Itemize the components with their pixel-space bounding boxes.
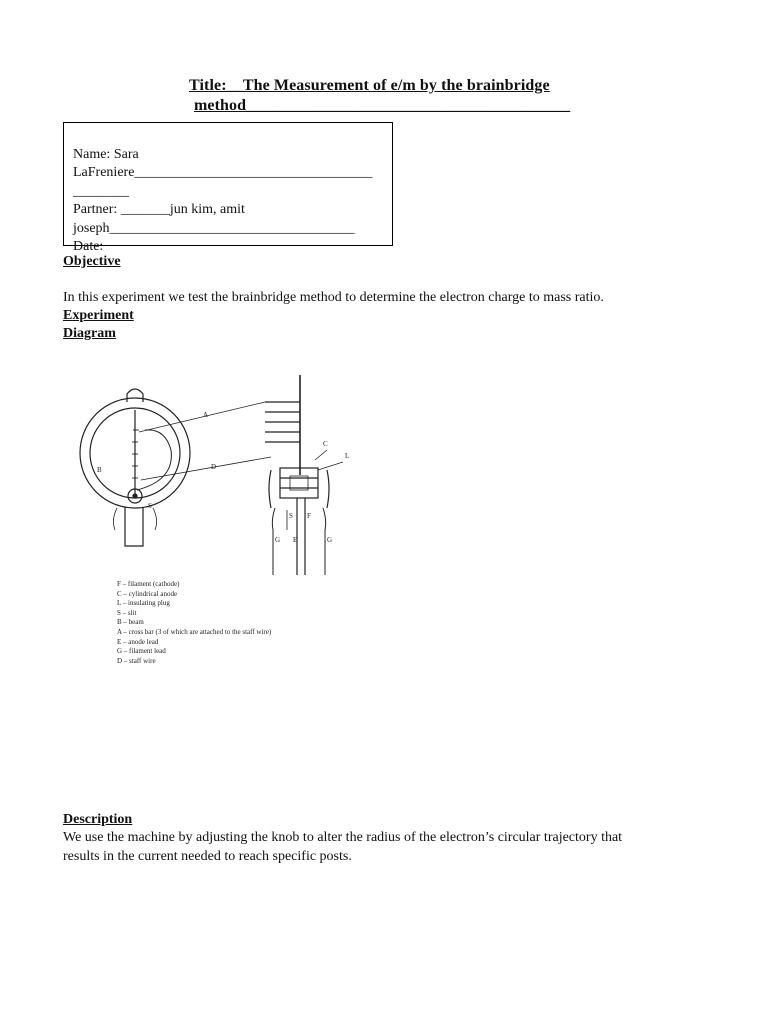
experiment-heading: Experiment	[63, 308, 134, 323]
date-line: Date:	[73, 239, 104, 254]
page-title-line-1: Title:__The Measurement of e/m by the brainbridge	[189, 77, 550, 94]
objective-heading: Objective	[63, 254, 121, 269]
legend-item: A – cross bar (3 of which are attached to the staff wire)	[117, 627, 272, 636]
label-d: D	[211, 463, 217, 471]
legend-item: E – anode lead	[117, 637, 159, 646]
blank-line: ________	[73, 184, 129, 199]
legend-item: B – beam	[117, 618, 144, 627]
tube-neck	[125, 507, 143, 546]
description-text-line-2: results in the current needed to reach specific posts.	[63, 849, 352, 864]
label-b: B	[97, 466, 102, 474]
label-e: E	[293, 536, 298, 544]
label-s-assembly: S	[289, 512, 293, 520]
label-g-right: G	[327, 536, 333, 544]
objective-text: In this experiment we test the brainbridge method to determine the electron charge to mass ratio.	[63, 290, 604, 305]
diagram-legend	[117, 580, 271, 666]
label-l: L	[345, 452, 350, 460]
brainbridge-apparatus-diagram	[75, 370, 365, 580]
label-c: C	[323, 440, 328, 448]
description-heading: Description	[63, 812, 133, 827]
leader-line-d	[141, 457, 271, 480]
label-f: F	[307, 512, 311, 520]
electron-beam	[137, 430, 171, 490]
cylindrical-anode	[280, 468, 318, 498]
legend-item: C – cylindrical anode	[117, 589, 178, 598]
surname-line: LaFreniere__________________________________	[73, 165, 373, 180]
partner-continued-line: joseph___________________________________	[73, 221, 355, 236]
tube-top-knob	[127, 389, 143, 402]
legend-item: F – filament (cathode)	[117, 580, 180, 588]
insulating-plug	[318, 462, 343, 470]
legend-item: G – filament lead	[117, 647, 166, 656]
info-box	[63, 122, 393, 254]
name-line: Name: Sara	[73, 147, 139, 162]
page-title-line-2: method________________________________________	[194, 97, 571, 114]
label-a: A	[203, 411, 209, 419]
partner-line: Partner: _______jun kim, amit	[73, 202, 245, 217]
legend-item: D – staff wire	[117, 656, 156, 665]
label-g-left: G	[275, 536, 281, 544]
legend-item: S – slit	[117, 608, 137, 617]
description-text-line-1: We use the machine by adjusting the knob to alter the radius of the electron’s circular trajectory that	[63, 830, 623, 845]
leader-line-a	[139, 402, 265, 432]
legend-item: L – insulating plug	[117, 599, 170, 608]
diagram-heading: Diagram	[63, 326, 116, 341]
label-s: S	[148, 502, 152, 510]
